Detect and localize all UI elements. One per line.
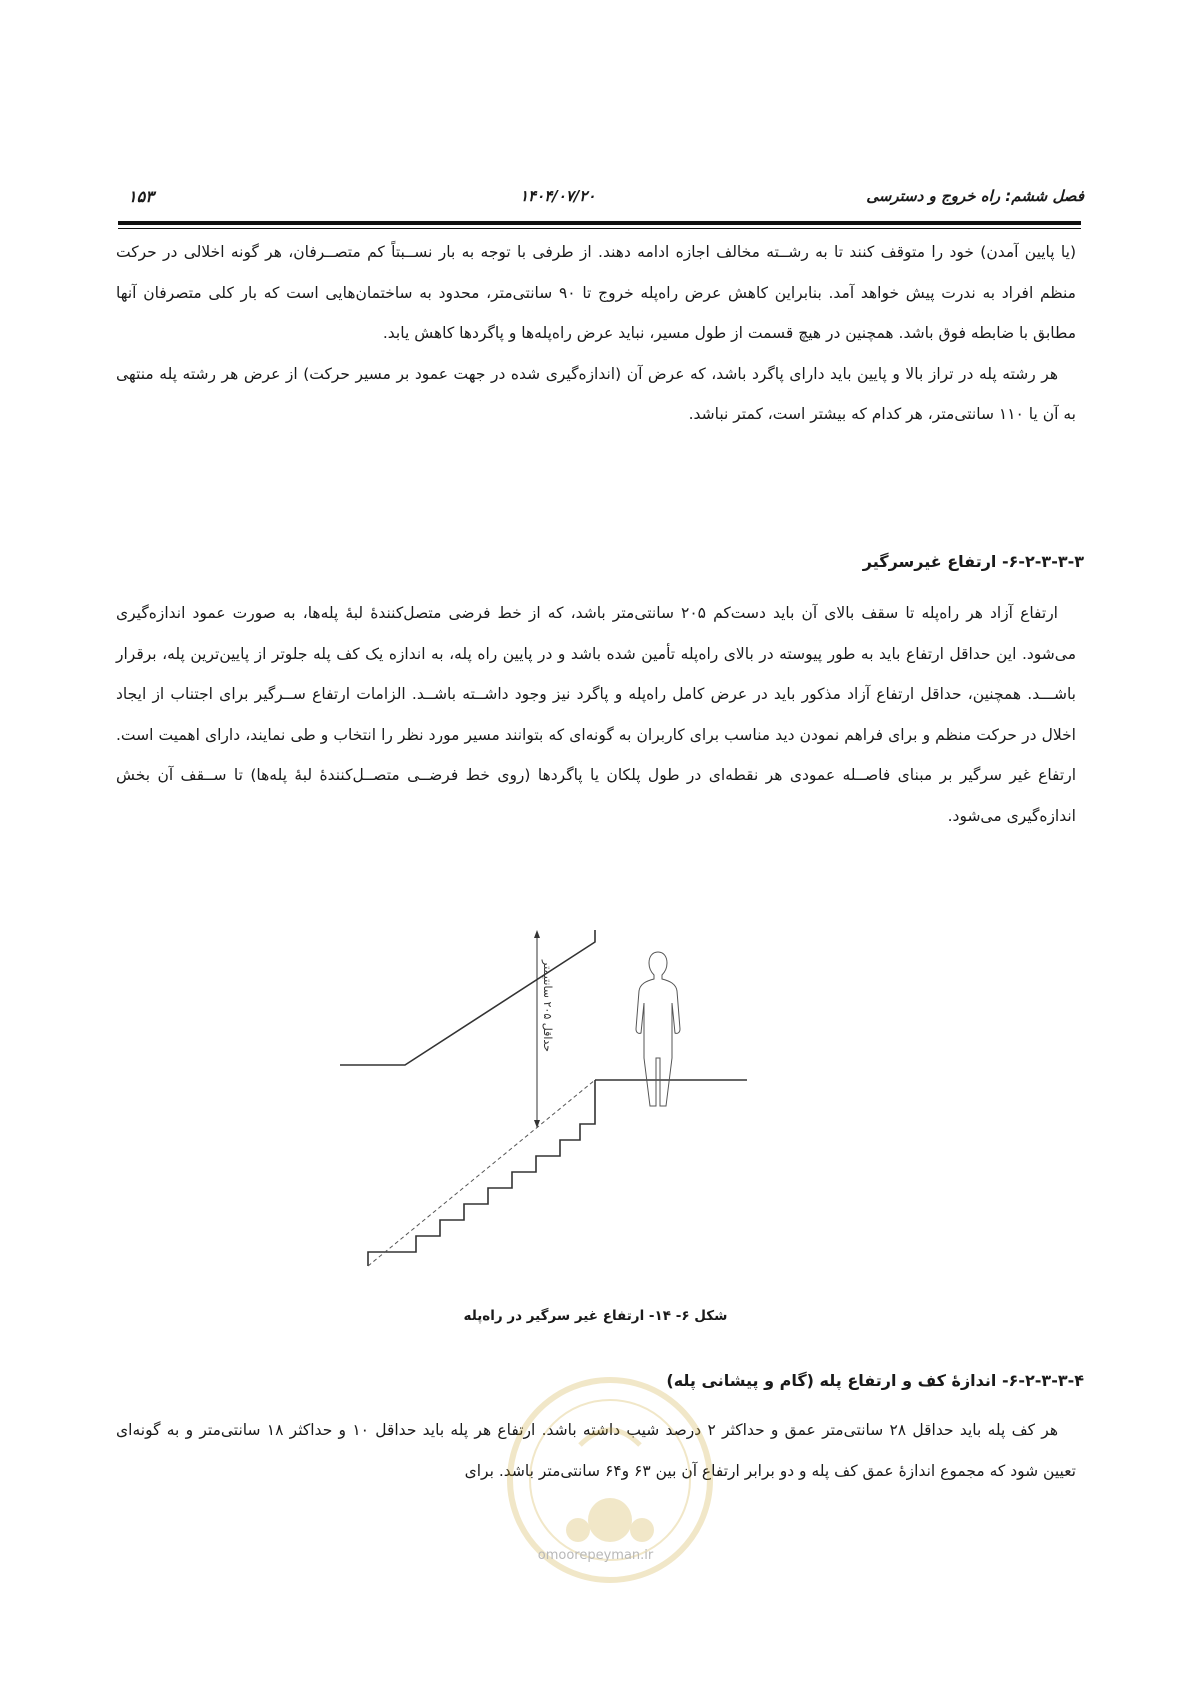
header-date: ۱۴۰۴/۰۷/۲۰ — [520, 187, 596, 205]
chapter-title: فصل ششم: راه خروج و دسترسی — [866, 187, 1084, 205]
top-text — [116, 232, 1076, 435]
section-heading-tread-riser: ۶-۲-۳-۳-۴- اندازهٔ کف و ارتفاع پله (گام و پیشانی پله) — [666, 1371, 1084, 1390]
dimension-arrow-top — [534, 930, 540, 938]
section-1-text — [116, 593, 1076, 836]
section-heading-headroom: ۶-۲-۳-۳-۳- ارتفاع غیرسرگیر — [862, 552, 1084, 571]
page-number: ۱۵۳ — [128, 187, 154, 206]
figure-caption: شکل ۶- ۱۴- ارتفاع غیر سرگیر در راه‌پله — [463, 1308, 728, 1324]
dimension-arrow-bottom — [534, 1120, 540, 1128]
paragraph-headroom: ارتفاع آزاد هر راه‌پله تا سقف بالای آن باید دست‌کم ۲۰۵ سانتی‌متر باشد، که از خط فرضی متصل‌کنندهٔ لبهٔ پله‌ها، به صورت عمود اندازه‌گیری می‌شود. این حداقل ارتفاع باید به طور پیوسته در بالای راه‌پله تأمین شده باشد و در پایین راه پله، به اندازه یک کف پله جلوتر از پایین‌ترین پله، برقرار باشـــد. همچنین، حداقل ارتفاع آزاد مذکور باید در عرض کامل راه‌پله و پاگرد نیز وجود داشــته باشــد. الزامات ارتفاع ســرگیر برای اجتناب از ایجاد اخلال در حرکت منظم و برای فراهم نمودن دید مناسب برای کاربران به گونه‌ای که بتوانند مسیر مورد نظر را انتخاب و طی نمایند، دارای اهمیت است. ارتفاع غیر سرگیر بر مبنای فاصــله عمودی هر نقطه‌ای در طول پلکان یا پاگردها (روی خط فرضــی متصــل‌کنندهٔ لبهٔ پله‌ها) تا ســقف آن بخش اندازه‌گیری می‌شود. — [116, 604, 1076, 825]
headroom-figure — [340, 930, 820, 1290]
watermark-url: omoorepeyman.ir — [537, 1548, 654, 1563]
paragraph-tread-riser: هر کف پله باید حداقل ۲۸ سانتی‌متر عمق و حداکثر ۲ درصد شیب داشته باشد. ارتفاع هر پله باید حداقل ۱۰ و حداکثر ۱۸ سانتی‌متر و به گونه‌ای تعیین شود که مجموع اندازهٔ عمق کف پله و دو برابر ارتفاع آن بین ۶۳ و۶۴ سانتی‌متر باشد. برای — [116, 1421, 1076, 1480]
header-rule-thin — [118, 228, 1081, 229]
person-silhouette — [636, 952, 680, 1106]
paragraph-continuation: (یا پایین آمدن) خود را متوقف کنند تا به رشــته مخالف اجازه ادامه دهند. از طرفی با توجه به بار نســبتاً کم متصــرفان، هر گونه اخلالی در حرکت منظم افراد به ندرت پیش خواهد آمد. بنابراین کاهش عرض راه‌پله خروج تا ۹۰ سانتی‌متر، محدود به ساختمان‌هایی است که بار کلی متصرفان آنها مطابق با ضابطه فوق باشد. همچنین در هیچ قسمت از طول مسیر، نباید عرض راه‌پله‌ها و پاگردها کاهش یابد. — [116, 243, 1076, 342]
paragraph-landing: هر رشته پله در تراز بالا و پایین باید دارای پاگرد باشد، که عرض آن (اندازه‌گیری شده در جهت عمود بر مسیر حرکت) از عرض هر رشته پله منتهی به آن یا ۱۱۰ سانتی‌متر، هر کدام که بیشتر است، کمتر نباشد. — [116, 364, 1076, 423]
section-2-text — [116, 1410, 1076, 1491]
nosing-line — [368, 1080, 595, 1266]
header-rule-thick — [118, 221, 1081, 225]
dimension-label: حداقل ۲۰۵ سانتیمتر — [541, 960, 554, 1052]
